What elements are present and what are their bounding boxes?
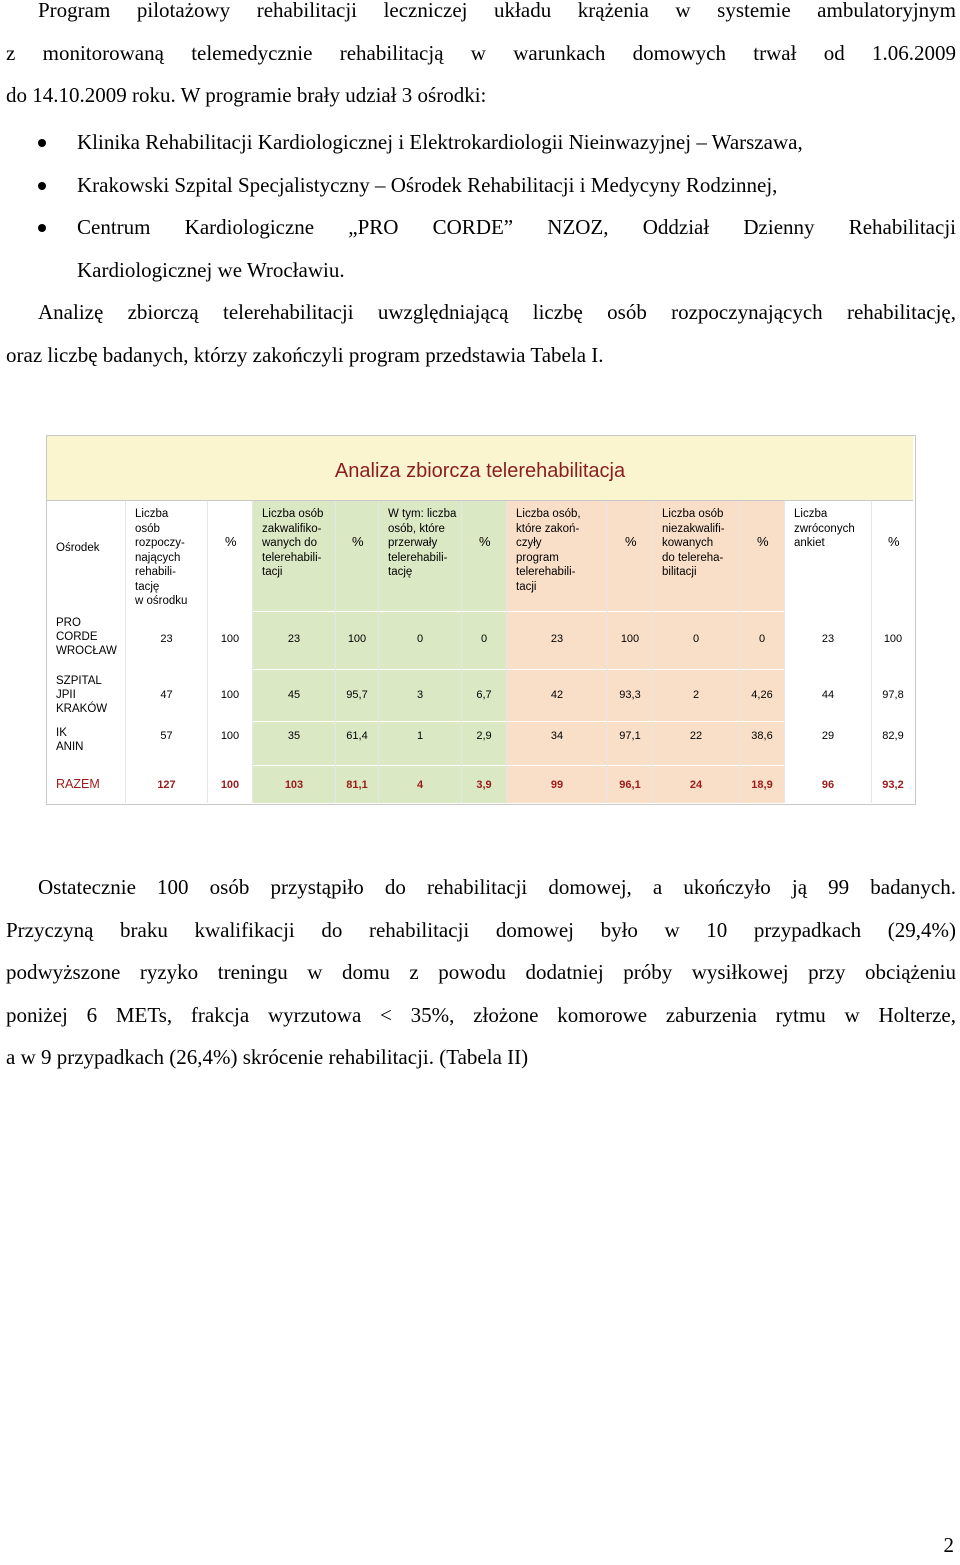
table-cell: 45 [287,689,301,701]
conclusion-line: Ostatecznie 100 osób przystąpiło do rehabilitacji domowej, a ukończyło ją 99 badanych. [38,875,956,899]
table-cell: 0 [480,633,488,645]
row-divider [740,765,784,766]
row-divider [785,765,871,766]
row-divider [872,611,914,612]
row-divider [608,765,652,766]
column-divider [461,501,462,803]
conclusion-line: podwyższone ryzyko treningu w domu z powodu dodatniej próby wysiłkowej przy obciążeniu [6,960,956,984]
table-header-cell: Liczba osób, które zakoń- czyły program telerehabili- tacji [516,508,581,593]
table-cell: 3,9 [476,779,492,791]
analysis-line: Analizę zbiorczą telerehabilitacji uwzględniającą liczbę osób rozpoczynających rehabilitację, [38,300,956,324]
table-column [507,501,607,803]
table-header-cell: Liczba osób niezakwalifi- kowanych do telereha- bilitacji [662,508,725,578]
table-column [208,501,252,803]
column-divider [207,501,208,803]
table-column [653,501,739,803]
table-header-cell: Liczba osób rozpoczy- nających rehabili- tację w ośrodku [135,508,188,607]
table-cell: 3 [416,689,424,701]
bullet-icon [38,182,46,190]
row-divider [653,669,739,670]
table-cell: 0 [692,633,700,645]
row-divider [208,611,252,612]
table-header-cell: % [225,534,237,549]
table-column [336,501,378,803]
table-cell: 6,7 [476,689,492,701]
row-divider [47,721,125,722]
row-divider [253,669,335,670]
table-cell: 61,4 [346,730,368,742]
row-divider [126,611,207,612]
table-header-cell: Ośrodek [56,542,100,554]
table-column [379,501,461,803]
table-column [872,501,914,803]
table-cell: 44 [821,689,835,701]
row-divider [608,611,652,612]
row-divider [126,669,207,670]
conclusion-line: Przyczyną braku kwalifikacji do rehabilitacji domowej było w 10 przypadkach (29,4%) [6,917,956,942]
column-divider [125,501,126,803]
table-cell: 2,9 [476,730,492,742]
table-cell: 29 [821,730,835,742]
table-header-cell: % [352,534,364,549]
conclusion-line: poniżej 6 METs, frakcja wyrzutowa < 35%, złożone komorowe zaburzenia rytmu w Holterze, [6,1002,956,1027]
row-divider [379,721,461,722]
table-header-cell: Liczba zwróconych ankiet [794,508,855,549]
analysis-paragraph [6,291,956,376]
list-item: Centrum Kardiologiczne „PRO CORDE” NZOZ, Oddział Dzienny Rehabilitacji Kardiologicznej we Wrocławiu. [0,206,956,291]
column-divider [784,501,785,803]
row-divider [208,669,252,670]
table-cell: 23 [821,633,835,645]
column-divider [252,501,253,803]
row-divider [126,765,207,766]
summary-table [46,435,916,805]
table-cell: 4,26 [751,689,773,701]
table-cell: 23 [160,633,173,645]
table-cell: 23 [287,633,301,645]
row-divider [507,765,607,766]
row-divider [47,765,125,766]
row-divider [872,765,914,766]
row-divider [208,765,252,766]
table-cell: 22 [689,730,703,742]
table-column [462,501,506,803]
row-divider [785,721,871,722]
table-column [740,501,784,803]
table-cell: 24 [689,779,703,791]
table-column [253,501,335,803]
table-cell: 42 [550,689,564,701]
column-divider [378,501,379,803]
row-divider [872,669,914,670]
table-cell: 35 [287,730,301,742]
intro-line: do 14.10.2009 roku. W programie brały udział 3 ośrodki: [6,83,487,107]
row-divider [462,669,506,670]
table-cell: 0 [758,633,766,645]
row-divider [507,721,607,722]
table-row-label: PRO CORDE WROCŁAW [56,617,117,657]
intro-line: Program pilotażowy rehabilitacji leczniczej układu krążenia w systemie ambulatoryjnym [38,0,956,22]
bullet-icon [38,224,46,232]
table-cell: 99 [550,779,564,791]
table-header-cell: % [888,534,900,549]
table-cell: 100 [220,730,240,742]
row-divider [462,611,506,612]
table-row-label: SZPITAL JPII KRAKÓW [56,675,108,715]
centers-list [0,121,956,291]
table-cell: 95,7 [346,689,368,701]
table-column [608,501,652,803]
row-divider [507,669,607,670]
table-cell: 100 [220,689,240,701]
table-row-label: RAZEM [56,777,100,791]
row-divider [47,669,125,670]
table-column [785,501,871,803]
table-cell: 100 [883,633,903,645]
table-cell: 103 [284,779,304,791]
column-divider [739,501,740,803]
list-item: Krakowski Szpital Specjalistyczny – Ośrodek Rehabilitacji i Medycyny Rodzinnej, [0,164,956,207]
table-row-label: IK ANIN [56,727,84,753]
table-cell: 47 [160,689,173,701]
table-header-cell: % [479,534,491,549]
column-divider [607,501,608,803]
row-divider [653,611,739,612]
table-cell: 57 [160,730,173,742]
row-divider [507,611,607,612]
table-cell: 96,1 [619,779,641,791]
row-divider [379,765,461,766]
column-divider [652,501,653,803]
row-divider [253,765,335,766]
analysis-line: oraz liczbę badanych, którzy zakończyli program przedstawia Tabela I. [6,342,604,367]
table-column [126,501,207,803]
row-divider [462,765,506,766]
table-cell: 18,9 [751,779,773,791]
table-cell: 127 [157,779,176,791]
table-header-cell: W tym: liczba osób, które przerwały telerehabili- tację [388,508,457,578]
intro-line: z monitorowaną telemedycznie rehabilitacją w warunkach domowych trwał od 1.06.2009 [6,40,956,65]
page-number: 2 [943,1533,954,1557]
row-divider [785,611,871,612]
table-cell: 23 [550,633,564,645]
row-divider [253,721,335,722]
column-divider [871,501,872,803]
row-divider [608,669,652,670]
row-divider [336,611,378,612]
table-cell: 100 [220,779,240,791]
table-cell: 97,8 [882,689,904,701]
table-cell: 96 [821,779,835,791]
row-divider [126,721,207,722]
table-cell: 34 [550,730,564,742]
row-divider [336,765,378,766]
list-item: Klinika Rehabilitacji Kardiologicznej i Elektrokardiologii Nieinwazyjnej – Warszawa, [0,121,956,164]
row-divider [462,721,506,722]
table-cell: 100 [347,633,367,645]
table-cell: 81,1 [346,779,368,791]
row-divider [872,721,914,722]
table-cell: 2 [692,689,700,701]
conclusion-paragraph [6,866,956,1079]
table-cell: 93,2 [882,779,904,791]
table-cell: 97,1 [619,730,641,742]
table-title: Analiza zbiorcza telerehabilitacja [47,436,913,501]
table-cell: 100 [620,633,640,645]
table-cell: 100 [220,633,240,645]
row-divider [653,721,739,722]
table-header-cell: % [625,534,637,549]
table-column [47,501,125,803]
row-divider [653,765,739,766]
row-divider [608,721,652,722]
conclusion-line: a w 9 przypadkach (26,4%) skrócenie rehabilitacji. (Tabela II) [6,1045,529,1069]
row-divider [740,611,784,612]
row-divider [740,721,784,722]
table-header-cell: Liczba osób zakwalifiko- wanych do telerehabili- tacji [262,508,324,578]
table-cell: 0 [416,633,424,645]
row-divider [785,669,871,670]
table-header-cell: % [757,534,769,549]
row-divider [336,669,378,670]
table-cell: 93,3 [619,689,641,701]
row-divider [379,669,461,670]
row-divider [253,611,335,612]
row-divider [336,721,378,722]
intro-paragraph [6,0,956,117]
column-divider [335,501,336,803]
row-divider [740,669,784,670]
row-divider [379,611,461,612]
table-cell: 38,6 [751,730,773,742]
column-divider [506,501,507,803]
bullet-icon [38,139,46,147]
row-divider [208,721,252,722]
table-cell: 1 [416,730,424,742]
row-divider [47,611,125,612]
table-cell: 82,9 [882,730,904,742]
table-cell: 4 [416,779,424,791]
